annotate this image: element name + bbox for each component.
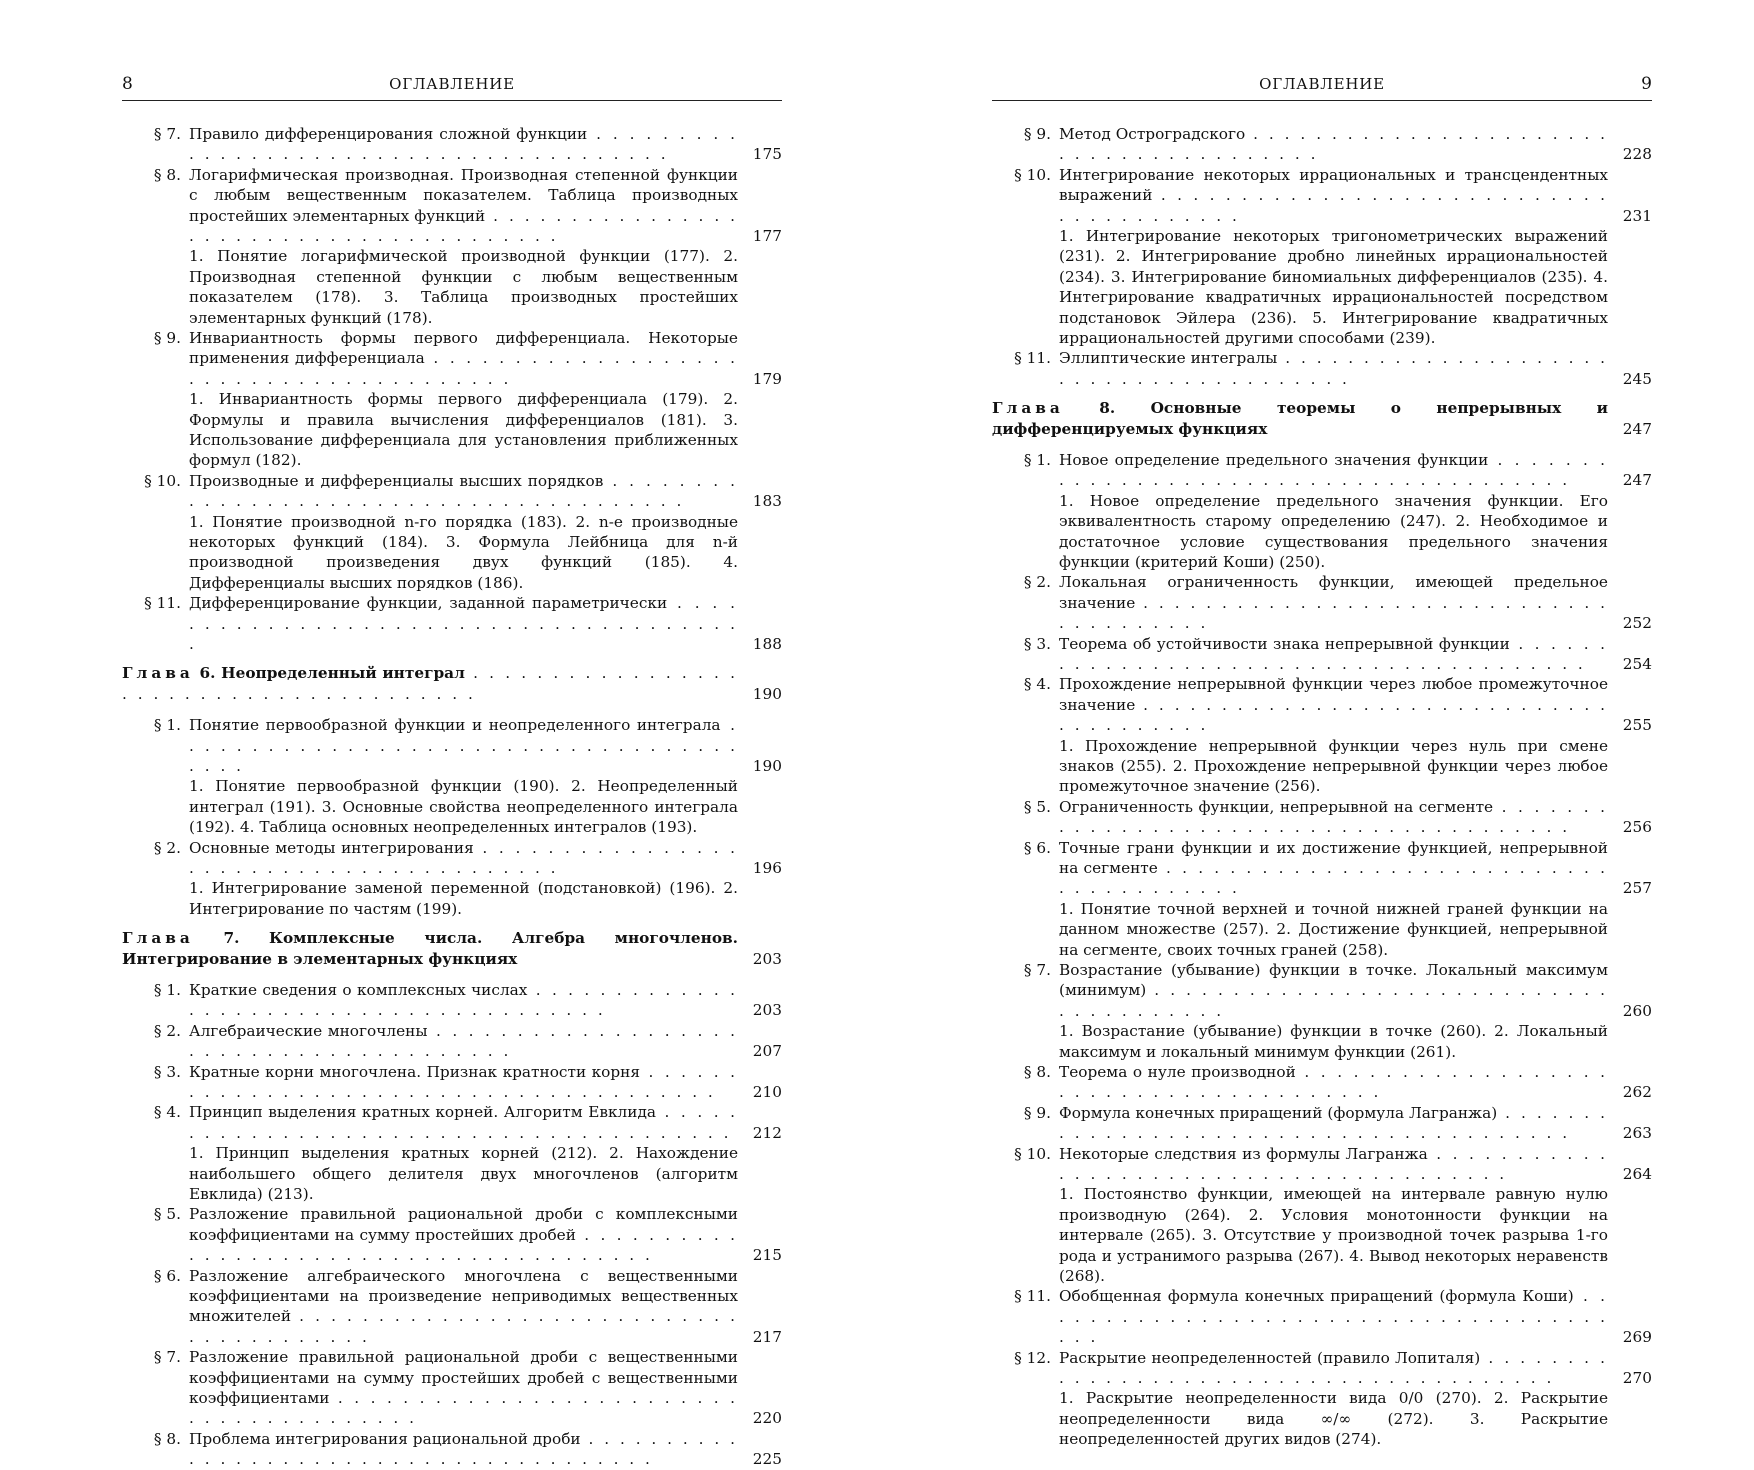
section-details: 1. Новое определение предельного значения функции. Его эквивалентность старому определению (247). 2. Необходимое и достаточное условие существования предельного значения функции (критерий Коши) (250). bbox=[1059, 491, 1608, 572]
section-number: § 10. bbox=[1014, 165, 1051, 184]
section-number: § 11. bbox=[1014, 1287, 1051, 1306]
section-title: Ограниченность функции, непрерывной на сегменте bbox=[1059, 797, 1494, 816]
page-ref: 220 bbox=[752, 1409, 782, 1428]
section-title: Дифференцирование функции, заданной параметрически bbox=[189, 594, 668, 613]
toc-section bbox=[992, 1062, 1652, 1103]
page-ref: 256 bbox=[1622, 818, 1652, 837]
section-number: § 8. bbox=[1023, 1063, 1051, 1082]
page-ref: 175 bbox=[752, 145, 782, 164]
section-title: Основные методы интегрирования bbox=[189, 838, 474, 857]
toc-section bbox=[992, 1103, 1652, 1144]
chapter-title: Неопределенный интеграл bbox=[221, 664, 465, 683]
section-title: Разложение алгебраического многочлена с вещественными коэффициентами на произведение неприводимых вещественных множителей bbox=[189, 1266, 738, 1326]
page-ref: 179 bbox=[752, 369, 782, 388]
page-ref: 207 bbox=[752, 1042, 782, 1061]
section-details: 1. Понятие точной верхней и точной нижней граней функции на данном множестве (257). 2. Достижение функцией, непрерывной на сегменте, своих точных граней (258). bbox=[1059, 899, 1608, 959]
page-ref: 262 bbox=[1622, 1083, 1652, 1102]
section-number: § 9. bbox=[1023, 125, 1051, 143]
page-ref: 203 bbox=[752, 1001, 782, 1020]
page-ref: 225 bbox=[752, 1450, 782, 1469]
section-title: Формула конечных приращений (формула Лагранжа) bbox=[1059, 1103, 1498, 1122]
section-number: § 9. bbox=[1023, 1103, 1051, 1122]
section-title: Теорема о нуле производной bbox=[1059, 1063, 1296, 1082]
section-title: Инвариантность формы первого дифференциала. Некоторые применения дифференциала bbox=[189, 329, 738, 368]
toc-section bbox=[992, 838, 1652, 960]
running-head bbox=[992, 74, 1652, 101]
section-number: § 10. bbox=[144, 471, 181, 490]
page-ref: 263 bbox=[1622, 1124, 1652, 1143]
section-number: § 7. bbox=[153, 125, 181, 143]
section-number: § 1. bbox=[1023, 451, 1051, 470]
section-number: § 6. bbox=[1023, 838, 1051, 857]
section-number: § 4. bbox=[1023, 675, 1051, 694]
chapter-title: Основные теоремы о непрерывных и дифференцируемых функциях bbox=[992, 399, 1609, 438]
section-title: Прохождение непрерывной функции через любое промежуточное значение bbox=[1059, 675, 1608, 714]
toc-section bbox=[122, 1062, 782, 1103]
page-ref: 245 bbox=[1622, 369, 1652, 388]
section-number: § 4. bbox=[153, 1103, 181, 1122]
page-ref: 254 bbox=[1622, 655, 1652, 674]
section-number: § 2. bbox=[1023, 573, 1051, 592]
page-ref: 215 bbox=[752, 1246, 782, 1265]
toc-section bbox=[992, 1286, 1652, 1347]
section-title: Краткие сведения о комплексных числах bbox=[189, 981, 528, 1000]
section-title: Возрастание (убывание) функции в точке. Локальный максимум (минимум) bbox=[1059, 961, 1608, 1000]
section-number: § 9. bbox=[153, 329, 181, 348]
section-details: 1. Понятие производной n-го порядка (183). 2. n-е производные некоторых функций (184). 3. Формула Лейбница для n-й производной произведения двух функций (185). 4. Дифференциалы высших порядков (186). bbox=[189, 512, 738, 592]
page-ref: 257 bbox=[1622, 879, 1652, 898]
page-ref: 252 bbox=[1622, 614, 1652, 633]
toc-section bbox=[992, 124, 1652, 165]
section-number: § 8. bbox=[153, 1429, 181, 1448]
toc-section bbox=[992, 165, 1652, 349]
chapter-heading: Глава 7. Комплексные числа. Алгебра многочленов. Интегрирование в элементарных функциях 203 bbox=[122, 929, 782, 968]
section-title: Кратные корни многочлена. Признак кратности корня bbox=[189, 1062, 641, 1081]
toc-section bbox=[122, 593, 782, 654]
toc-section bbox=[122, 328, 782, 471]
section-title: Метод Остроградского bbox=[1059, 125, 1246, 143]
section-details: 1. Возрастание (убывание) функции в точке (260). 2. Локальный максимум и локальный минимум функции (261). bbox=[1059, 1022, 1608, 1061]
page-ref: 212 bbox=[752, 1123, 782, 1142]
page-ref: 183 bbox=[752, 492, 782, 511]
page-ref: 188 bbox=[752, 635, 782, 654]
page-ref: 177 bbox=[752, 226, 782, 245]
section-details: 1. Принцип выделения кратных корней (212). 2. Нахождение наибольшего общего делителя двух многочленов (алгоритм Евклида) (213). bbox=[189, 1144, 738, 1204]
toc-section bbox=[992, 634, 1652, 675]
chapter-title: Комплексные числа. Алгебра многочленов. Интегрирование в элементарных функциях bbox=[122, 929, 739, 968]
section-details: 1. Интегрирование некоторых тригонометрических выражений (231). 2. Интегрирование дробно линейных иррациональностей (234). 3. Интегрирование биномиальных дифференциалов (235). 4. Интегрирование квадратичных иррациональностей посредством подстановок Эйлера (236). 5. Интегрирование квадратичных иррациональностей другими способами (239). bbox=[1059, 226, 1608, 348]
toc-section bbox=[992, 960, 1652, 1062]
toc-section bbox=[122, 1204, 782, 1265]
running-title: ОГЛАВЛЕНИЕ bbox=[1259, 75, 1385, 93]
toc-section bbox=[992, 674, 1652, 796]
page-number: 9 bbox=[1641, 74, 1652, 94]
section-number: § 6. bbox=[153, 1266, 181, 1285]
toc-section bbox=[122, 1266, 782, 1348]
page-ref: 196 bbox=[752, 859, 782, 878]
section-details: 1. Интегрирование заменой переменной (подстановкой) (196). 2. Интегрирование по частям (199). bbox=[189, 879, 738, 918]
toc-section bbox=[992, 1144, 1652, 1287]
toc-list bbox=[992, 124, 1652, 1450]
page-ref: 190 bbox=[752, 684, 782, 703]
toc-section bbox=[122, 1021, 782, 1062]
section-number: § 11. bbox=[144, 594, 181, 613]
section-title: Понятие первообразной функции и неопределенного интеграла bbox=[189, 716, 721, 735]
section-number: § 2. bbox=[153, 1021, 181, 1040]
section-title: Разложение правильной рациональной дроби с вещественными коэффициентами на сумму простейших дробей с вещественными коэффициентами bbox=[189, 1348, 738, 1408]
toc-list bbox=[122, 124, 782, 1470]
section-title: Производные и дифференциалы высших порядков bbox=[189, 471, 604, 490]
section-number: § 12. bbox=[1014, 1348, 1051, 1367]
toc-section bbox=[992, 348, 1652, 389]
page-ref: 231 bbox=[1622, 206, 1652, 225]
section-number: § 5. bbox=[1023, 797, 1051, 816]
section-number: § 3. bbox=[1023, 634, 1051, 653]
section-title: Интегрирование некоторых иррациональных и трансцендентных выражений bbox=[1059, 165, 1608, 205]
section-title: Точные грани функции и их достижение функцией, непрерывной на сегменте bbox=[1059, 838, 1608, 878]
section-details: 1. Раскрытие неопределенности вида 0/0 (270). 2. Раскрытие неопределенности вида ∞/∞ (272). 3. Раскрытие неопределенностей других видов (274). bbox=[1059, 1389, 1608, 1449]
section-number: § 1. bbox=[153, 981, 181, 1000]
section-number: § 8. bbox=[153, 165, 181, 184]
section-details: 1. Инвариантность формы первого дифференциала (179). 2. Формулы и правила вычисления дифференциалов (181). 3. Использование дифференциала для установления приближенных формул (182). bbox=[189, 390, 738, 470]
toc-section bbox=[122, 1102, 782, 1204]
chapter-heading: Глава 6. Неопределенный интеграл . . . 190 bbox=[122, 663, 782, 704]
toc-section bbox=[992, 450, 1652, 572]
section-title: Правило дифференцирования сложной функции bbox=[189, 125, 588, 143]
section-number: § 7. bbox=[153, 1348, 181, 1367]
right-page bbox=[992, 0, 1652, 1449]
page-ref: 247 bbox=[1622, 419, 1652, 438]
section-number: § 7. bbox=[1023, 961, 1051, 980]
section-title: Логарифмическая производная. Производная степенной функции с любым вещественным показателем. Таблица производных простейших элементарных функций bbox=[189, 165, 738, 225]
chapter-heading: Глава 8. Основные теоремы о непрерывных и дифференцируемых функциях 247 bbox=[992, 399, 1652, 438]
section-title: Локальная ограниченность функции, имеющей предельное значение bbox=[1059, 573, 1608, 612]
section-number: § 5. bbox=[153, 1205, 181, 1224]
page-ref: 264 bbox=[1622, 1165, 1652, 1184]
running-head bbox=[122, 74, 782, 101]
section-title: Новое определение предельного значения функции bbox=[1059, 451, 1489, 470]
toc-section bbox=[122, 838, 782, 920]
toc-section bbox=[122, 980, 782, 1021]
section-number: § 1. bbox=[153, 716, 181, 735]
section-title: Проблема интегрирования рациональной дроби bbox=[189, 1429, 581, 1448]
section-title: Раскрытие неопределенностей (правило Лопиталя) bbox=[1059, 1348, 1481, 1367]
page-ref: 217 bbox=[752, 1327, 782, 1346]
toc-section bbox=[122, 1429, 782, 1470]
section-title: Алгебраические многочлены bbox=[189, 1021, 428, 1040]
section-details: 1. Постоянство функции, имеющей на интервале равную нулю производную (264). 2. Условия монотонности функции на интервале (265). 3. Отсутствие у производной точек разрыва 1-го рода и устранимого разрыва (267). 4. Вывод некоторых неравенств (268). bbox=[1059, 1185, 1608, 1286]
toc-section bbox=[122, 165, 782, 328]
page-ref: 247 bbox=[1622, 471, 1652, 490]
section-number: § 11. bbox=[1014, 349, 1051, 368]
page-ref: 260 bbox=[1622, 1001, 1652, 1020]
page-ref: 228 bbox=[1622, 145, 1652, 164]
section-details: 1. Понятие первообразной функции (190). 2. Неопределенный интеграл (191). 3. Основные свойства неопределенного интеграла (192). 4. Таблица основных неопределенных интегралов (193). bbox=[189, 777, 738, 837]
page-ref: 203 bbox=[752, 949, 782, 968]
section-title: Теорема об устойчивости знака непрерывной функции bbox=[1059, 634, 1510, 653]
page-ref: 255 bbox=[1622, 716, 1652, 735]
toc-section bbox=[122, 1347, 782, 1429]
toc-section bbox=[122, 715, 782, 837]
toc-section bbox=[992, 572, 1652, 633]
left-page bbox=[122, 0, 782, 1469]
toc-section bbox=[992, 1348, 1652, 1450]
section-number: § 10. bbox=[1014, 1144, 1051, 1163]
section-details: 1. Прохождение непрерывной функции через нуль при смене знаков (255). 2. Прохождение непрерывной функции через любое промежуточное значение (256). bbox=[1059, 736, 1608, 796]
page-ref: 190 bbox=[752, 757, 782, 776]
section-title: Эллиптические интегралы bbox=[1059, 349, 1278, 368]
page-ref: 270 bbox=[1622, 1369, 1652, 1388]
toc-section bbox=[122, 124, 782, 165]
section-title: Принцип выделения кратных корней. Алгоритм Евклида bbox=[189, 1103, 656, 1122]
page-ref: 210 bbox=[752, 1083, 782, 1102]
toc-section bbox=[122, 471, 782, 593]
running-title: ОГЛАВЛЕНИЕ bbox=[389, 75, 515, 93]
toc-section bbox=[992, 797, 1652, 838]
page-number: 8 bbox=[122, 74, 133, 94]
section-title: Обобщенная формула конечных приращений (формула Коши) bbox=[1059, 1287, 1574, 1306]
section-number: § 3. bbox=[153, 1062, 181, 1081]
section-details: 1. Понятие логарифмической производной функции (177). 2. Производная степенной функции с любым вещественным показателем (178). 3. Таблица производных простейших элементарных функций (178). bbox=[189, 247, 738, 327]
section-title: Некоторые следствия из формулы Лагранжа bbox=[1059, 1144, 1428, 1163]
page-ref: 269 bbox=[1622, 1328, 1652, 1347]
section-number: § 2. bbox=[153, 838, 181, 857]
section-title: Разложение правильной рациональной дроби с комплексными коэффициентами на сумму простейших дробей bbox=[189, 1205, 738, 1244]
